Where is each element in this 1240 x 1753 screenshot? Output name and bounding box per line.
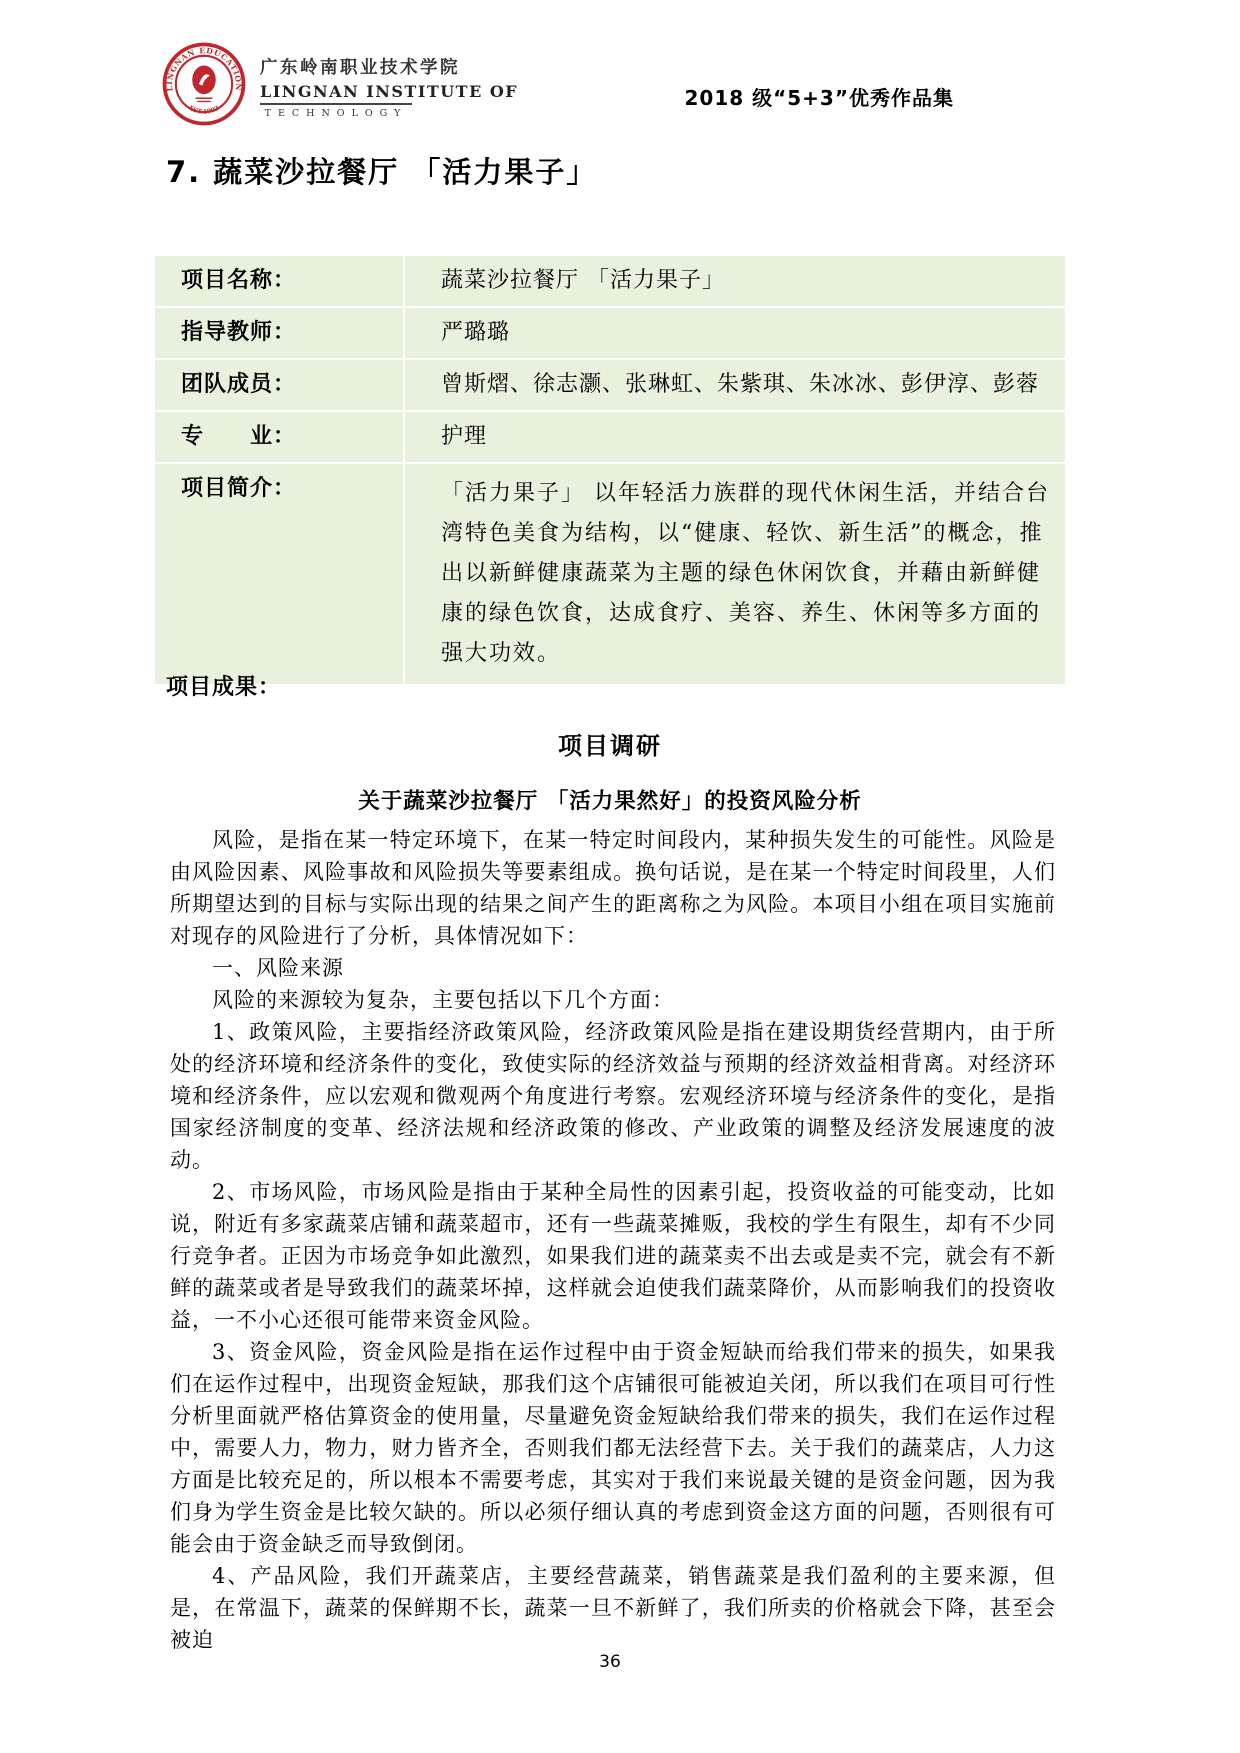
logo-en-name-2: TECHNOLOGY: [264, 107, 408, 119]
paragraph-risk-source-title: 一、风险来源: [212, 956, 344, 980]
row-label: 指导教师：: [155, 308, 405, 358]
seal-bottom-text: EST.1993: [187, 104, 221, 116]
row-value: 护理: [441, 424, 488, 449]
research-body: [170, 824, 1056, 1656]
paragraph-policy-risk: 1、政策风险，主要指经济政策风险，经济政策风险是指在建设期货经营期内，由于所处的经济环境和经济条件的变化，致使实际的经济效益与预期的经济效益相背离。对经济环境和经济条件，应以宏观和微观两个角度进行考察。宏观经济环境与经济条件的变化，是指国家经济制度的变革、经济法规和经济政策的修改、产业政策的调整及经济发展速度的波动。: [170, 1020, 1056, 1172]
logo-cn-name: 广东岭南职业技术学院: [260, 57, 460, 78]
seal-top-text: LINGNAN EDUCATION: [164, 46, 244, 92]
university-logo: [162, 42, 518, 126]
logo-text-block: [260, 50, 518, 119]
row-label: 项目名称：: [155, 256, 405, 306]
page-number: 36: [599, 1652, 621, 1672]
row-label: 项目简介：: [155, 464, 405, 684]
page-header: [0, 0, 1240, 140]
paragraph-risk-definition: 风险，是指在某一特定环境下，在某一特定时间段内，某种损失发生的可能性。风险是由风险因素、风险事故和风险损失等要素组成。换句话说，是在某一个特定时间段里，人们所期望达到的目标与实际出现的结果之间产生的距离称之为风险。本项目小组在项目实施前对现存的风险进行了分析，具体情况如下：: [170, 828, 1056, 948]
row-value: 「活力果子」 以年轻活力族群的现代休闲生活，并结合台湾特色美食为结构，以“健康、轻饮、新生活”的概念，推出以新鲜健康蔬菜为主题的绿色休闲饮食，并藉由新鲜健康的绿色饮食，达成食疗、美容、养生、休闲等多方面的强大功效。: [441, 481, 1050, 666]
paragraph-market-risk: 2、市场风险，市场风险是指由于某种全局性的因素引起，投资收益的可能变动，比如说，附近有多家蔬菜店铺和蔬菜超市，还有一些蔬菜摊贩，我校的学生有限生，却有不少同行竞争者。正因为市场竞争如此激烈，如果我们进的蔬菜卖不出去或是卖不完，就会有不新鲜的蔬菜或者是导致我们的蔬菜坏掉，这样就会迫使我们蔬菜降价，从而影响我们的投资收益，一不小心还很可能带来资金风险。: [170, 1180, 1056, 1332]
research-subheading: 关于蔬菜沙拉餐厅 「活力果然好」的投资风险分析: [358, 789, 862, 814]
section-label-project-results: 项目成果：: [166, 675, 282, 700]
logo-en-name: LINGNAN INSTITUTE OF: [260, 81, 519, 101]
page-title: 7. 蔬菜沙拉餐厅 「活力果子」: [166, 155, 598, 189]
research-heading: 项目调研: [558, 732, 662, 760]
table-row-project-intro: [155, 464, 1065, 684]
row-label: 团队成员：: [155, 360, 405, 410]
row-value: 曾斯熠、徐志灏、张琳虹、朱紫琪、朱冰冰、彭伊淳、彭蓉: [441, 372, 1040, 397]
row-label: 专 业：: [155, 412, 405, 462]
row-value: 严璐璐: [441, 320, 511, 345]
logo-divider: [260, 103, 412, 105]
paragraph-capital-risk: 3、资金风险，资金风险是指在运作过程中由于资金短缺而给我们带来的损失，如果我们在运作过程中，出现资金短缺，那我们这个店铺很可能被迫关闭，所以我们在项目可行性分析里面就严格估算资金的使用量，尽量避免资金短缺给我们带来的损失，我们在运作过程中，需要人力，物力，财力皆齐全，否则我们都无法经营下去。关于我们的蔬菜店，人力这方面是比较充足的，所以根本不需要考虑，其实对于我们来说最关键的是资金问题，因为我们身为学生资金是比较欠缺的。所以必须仔细认真的考虑到资金这方面的问题，否则很有可能会由于资金缺乏而导致倒闭。: [170, 1340, 1056, 1556]
collection-title: 2018 级“5+3”优秀作品集: [684, 86, 954, 110]
row-value: 蔬菜沙拉餐厅 「活力果子」: [441, 268, 725, 293]
university-seal-icon: [162, 42, 246, 126]
table-row-team-members: [155, 360, 1065, 412]
table-row-project-name: [155, 256, 1065, 308]
paragraph-risk-source-intro: 风险的来源较为复杂，主要包括以下几个方面：: [212, 988, 674, 1012]
table-row-major: [155, 412, 1065, 464]
project-info-table: [155, 256, 1065, 684]
paragraph-product-risk: 4、产品风险，我们开蔬菜店，主要经营蔬菜，销售蔬菜是我们盈利的主要来源，但是，在常温下，蔬菜的保鲜期不长，蔬菜一旦不新鲜了，我们所卖的价格就会下降，甚至会被迫: [170, 1564, 1056, 1652]
table-row-advisor: [155, 308, 1065, 360]
